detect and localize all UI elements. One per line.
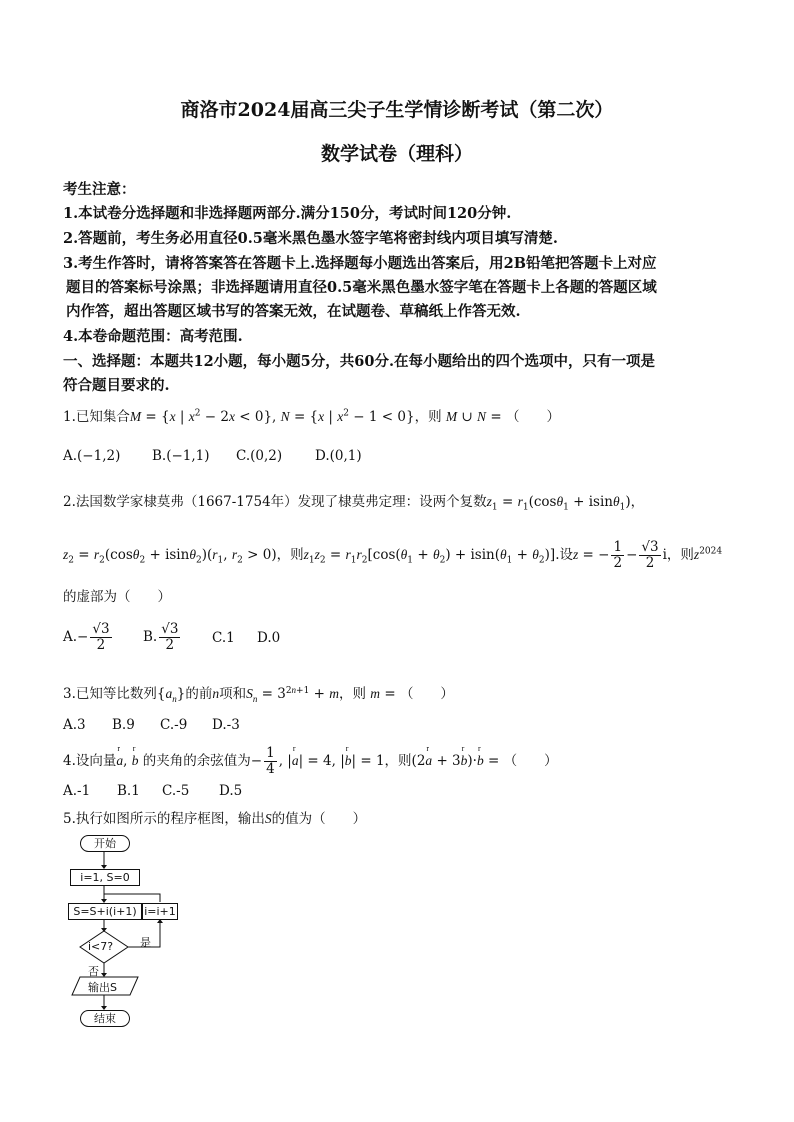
question-2-line2: $z_2 = r_2(\cos\theta_2 + isin\theta_2)(r_1$, $r_2 > 0$)，则$z_1z_2 = r_1r_2[\cos(\theta_1 + \theta_2) + isin(\theta_1 + \theta_2)]$.设z = − $\frac{1}{2}$ − $\frac{√3}{2}$ i，则$z^{2024}$ — [63, 539, 723, 571]
notice-item: 2.答题前，考生务必用直径0.5毫米黑色墨水签字笔将密封线内项目填写清楚. — [63, 230, 558, 247]
q1-option-a: A.(−1,2) — [63, 448, 121, 464]
flowchart-yes-label: 是 — [140, 936, 151, 949]
flowchart-update-s: S=S+i(i+1) — [68, 903, 142, 920]
q2-option-d: D.0 — [257, 630, 281, 646]
q4-paren: （ ） — [503, 752, 558, 769]
notice-heading: 考生注意： — [63, 181, 136, 198]
q2-option-c: C.1 — [212, 630, 235, 646]
question-5: 5.执行如图所示的程序框图，输出S的值为（ ） — [63, 811, 367, 827]
q4-option-d: D.5 — [219, 783, 243, 799]
question-4: 4.设向量r a, r b 的夹角的余弦值为− $\frac{1}{4}$ , |r a| = 4, |r b| = 1，则(2r a + 3r b)·r b = （ ） — [63, 746, 733, 777]
question-2-line1: 2.法国数学家棣莫弗（1667-1754年）发现了棣莫弗定理：设两个复数$z_1 = r_1(\cos\theta_1 + isin\theta_1)$， — [63, 494, 645, 513]
flowchart-start: 开始 — [80, 835, 130, 852]
q2-option-a: A.− $\frac{√3}{2}$ — [63, 621, 110, 653]
q1-stem-prefix: 1.已知集合 — [63, 409, 130, 425]
q3-stem-prefix: 3.已知等比数列 — [63, 686, 157, 702]
q2-option-b: B. $\frac{√3}{2}$ — [143, 621, 179, 653]
q2-stem2-then: ，则 — [666, 546, 694, 563]
notice-item: 题目的答案标号涂黑；非选择题请用直径0.5毫米黑色墨水签字笔在答题卡上各题的答题区域 — [66, 279, 657, 296]
flowchart-end: 结束 — [80, 1010, 130, 1027]
q3-option-a: A.3 — [63, 717, 86, 733]
q3-option-d: D.-3 — [212, 717, 240, 733]
q4-option-a: A.-1 — [63, 783, 91, 799]
notice-item: 4.本卷命题范围：高考范围. — [63, 328, 243, 345]
program-flowchart — [66, 832, 196, 1042]
exam-title: 商洛市2024届高三尖子生学情诊断考试（第二次） — [180, 99, 614, 121]
q3-option-b: B.9 — [112, 717, 135, 733]
q1-option-d: D.(0,1) — [315, 448, 362, 464]
q3-paren: （ ） — [399, 686, 454, 702]
section-heading: 一、选择题：本题共12小题，每小题5分，共60分.在每小题给出的四个选项中，只有一项是 — [63, 353, 655, 370]
q4-option-b: B.1 — [117, 783, 140, 799]
flowchart-update-i: i=i+1 — [142, 903, 178, 920]
q2-stem2-mid: ，则 — [276, 546, 304, 563]
q2-stem2-set: .设 — [555, 546, 573, 563]
exam-subtitle: 数学试卷（理科） — [320, 143, 473, 165]
flowchart-no-label: 否 — [88, 965, 99, 978]
question-1: 1.已知集合M = {x | $x^2 - 2x < 0$}, N = {x | $x^2 - 1 < 0$}，则 M ∪ N = （ ） — [63, 408, 560, 425]
q4-stem-prefix: 4.设向量 — [63, 752, 117, 769]
notice-item: 3.考生作答时，请将答案答在答题卡上.选择题每小题选出答案后，用2B铅笔把答题卡上对应 — [63, 255, 657, 272]
section-heading-cont: 符合题目要求的. — [63, 377, 170, 394]
q1-option-c: C.(0,2) — [236, 448, 283, 464]
q1-option-b: B.(−1,1) — [152, 448, 210, 464]
flowchart-output: 输出S — [88, 981, 117, 994]
q3-option-c: C.-9 — [160, 717, 188, 733]
q1-stem-suffix: ，则 — [414, 409, 442, 425]
question-2-line3: 的虚部为（ ） — [63, 589, 171, 605]
question-3: 3.已知等比数列$\{a_n\}$的前n项和$S_n = 3^{2n+1} + m$，则 m = （ ） — [63, 684, 454, 704]
q1-paren: （ ） — [505, 409, 560, 425]
notice-item: 内作答，超出答题区域书写的答案无效，在试题卷、草稿纸上作答无效. — [66, 303, 521, 320]
flowchart-init: i=1, S=0 — [70, 869, 140, 886]
q4-option-c: C.-5 — [162, 783, 190, 799]
notice-item: 1.本试卷分选择题和非选择题两部分.满分150分，考试时间120分钟. — [63, 205, 512, 222]
q2-stem1: 2.法国数学家棣莫弗（1667-1754年）发现了棣莫弗定理：设两个复数 — [63, 494, 487, 510]
flowchart-condition: i<7? — [88, 940, 114, 953]
